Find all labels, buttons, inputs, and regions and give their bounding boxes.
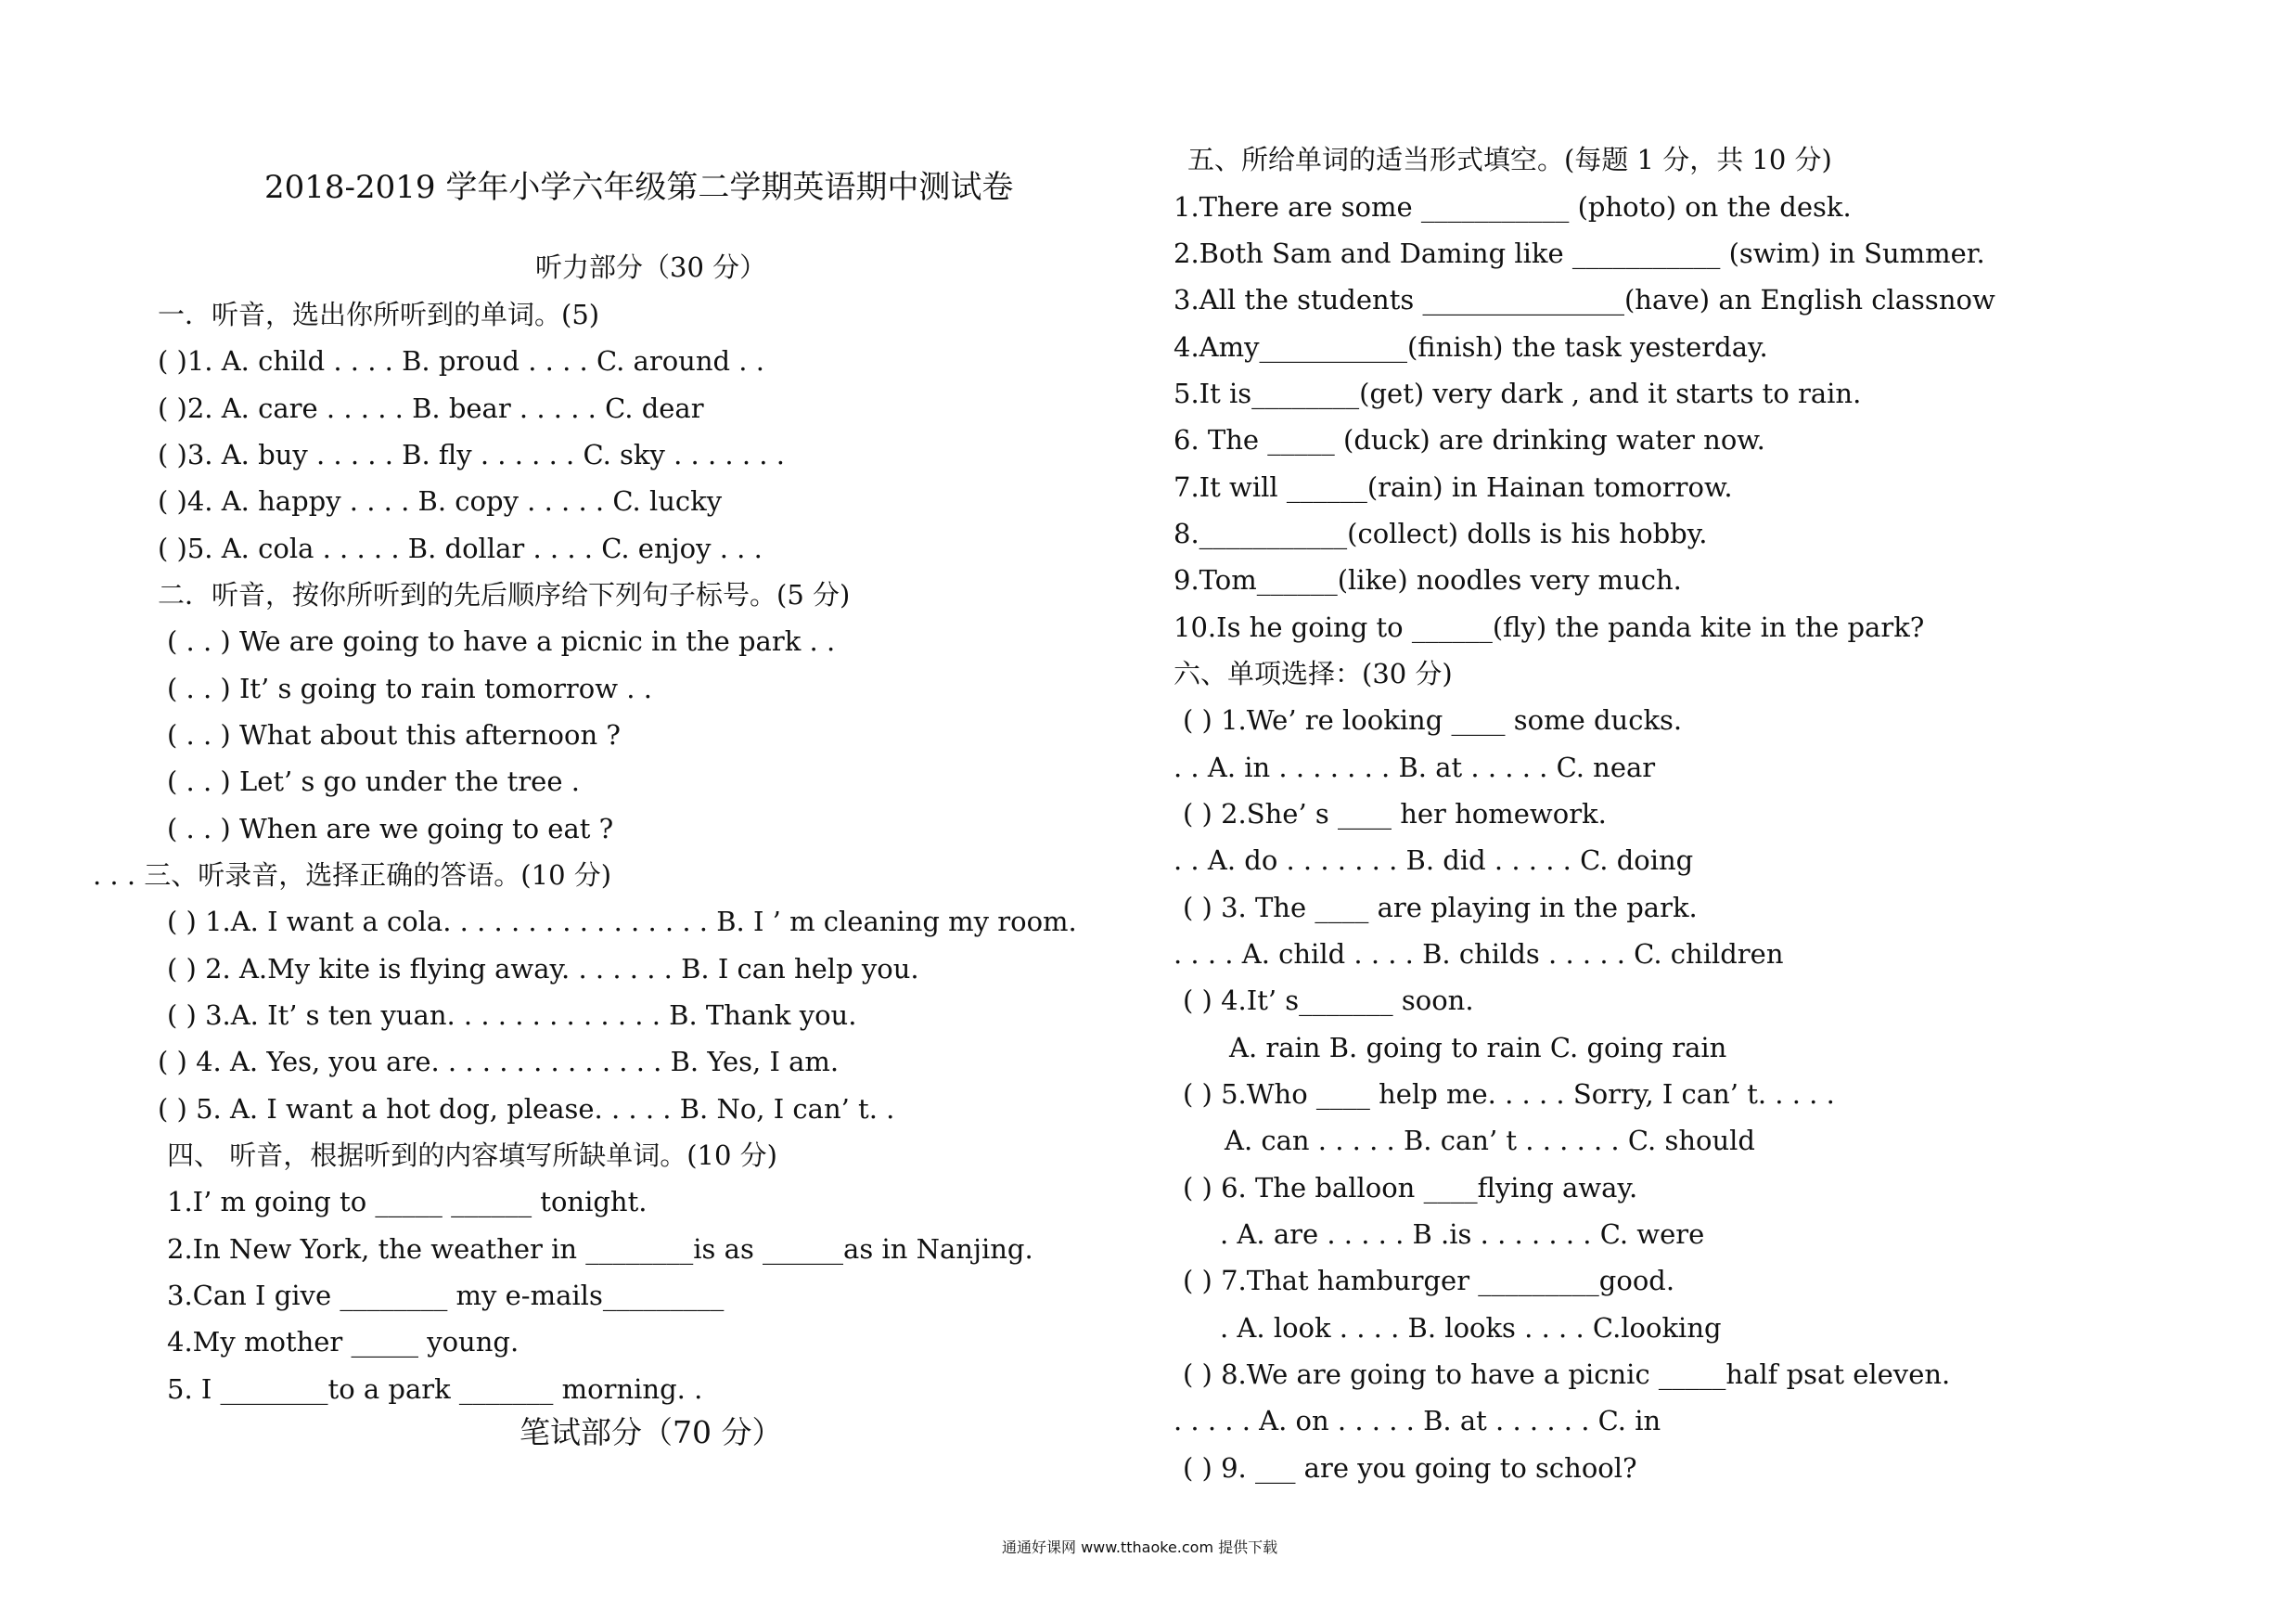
list-item: 3.Can I give ________ my e-mails_________ <box>167 1280 725 1311</box>
question-row: ( ) 8.We are going to have a picnic _____half psat eleven. <box>1183 1358 1951 1390</box>
list-item: 2.Both Sam and Daming like ___________ (swim) in Summer. <box>1174 238 1985 269</box>
options-row: . . A. in . . . . . . . B. at . . . . . C. near <box>1174 752 1656 783</box>
options-row: A. can . . . . . B. can’ t . . . . . . C. should <box>1225 1125 1755 1156</box>
list-item: ( . . ) When are we going to eat ? <box>167 813 614 844</box>
exam-title: 2018-2019 学年小学六年级第二学期英语期中测试卷 <box>264 169 1014 206</box>
section-1-heading: 一．听音，选出你所听到的单词。(5) <box>158 299 600 330</box>
list-item: ( ) 5. A. I want a hot dog, please. . . . . B. No, I can’ t. . <box>158 1093 895 1125</box>
list-item: ( . . ) Let’ s go under the tree . <box>167 766 580 797</box>
section-4-heading: 四、 听音，根据听到的内容填写所缺单词。(10 分) <box>167 1139 777 1171</box>
list-item: ( ) 4. A. Yes, you are. . . . . . . . . . . . . . B. Yes, I am. <box>158 1046 840 1077</box>
list-item: ( . . ) What about this afternoon ? <box>167 719 621 751</box>
question-row: ( ) 6. The balloon ____flying away. <box>1183 1172 1638 1204</box>
list-item: 1.There are some ___________ (photo) on the desk. <box>1174 191 1852 223</box>
list-item: ( ) 3.A. It’ s ten yuan. . . . . . . . . . . . . B. Thank you. <box>167 999 857 1031</box>
options-row: . A. are . . . . . B .is . . . . . . . C. were <box>1220 1218 1705 1250</box>
section-5-heading: 五、所给单词的适当形式填空。(每题 1 分，共 10 分) <box>1187 144 1832 175</box>
list-item: ( ) 1.A. I want a cola. . . . . . . . . . . . . . . . B. I ’ m cleaning my room. <box>167 906 1077 937</box>
list-item: 10.Is he going to ______(fly) the panda kite in the park? <box>1174 611 1925 643</box>
section-2-heading: 二．听音，按你所听到的先后顺序给下列句子标号。(5 分) <box>158 579 851 611</box>
question-row: ( ) 5.Who ____ help me. . . . . Sorry, I can’ t. . . . . <box>1183 1078 1835 1110</box>
list-item: 3.All the students _______________(have) an English classnow <box>1174 284 1995 315</box>
listening-section-header: 听力部分（30 分） <box>535 251 767 283</box>
question-row: ( ) 7.That hamburger _________good. <box>1183 1265 1675 1296</box>
list-item: 5. I ________to a park _______ morning. . <box>167 1373 703 1405</box>
list-item: ( ) 2. A.My kite is flying away. . . . . . . B. I can help you. <box>167 953 919 985</box>
list-item: ( . . ) It’ s going to rain tomorrow . . <box>167 673 652 704</box>
question-row: ( ) 2.She’ s ____ her homework. <box>1183 798 1607 830</box>
list-item: ( . . ) We are going to have a picnic in the park . . <box>167 625 836 657</box>
list-item: 4.Amy___________(finish) the task yesterday. <box>1174 331 1768 363</box>
list-item: 8.___________(collect) dolls is his hobby. <box>1174 518 1708 549</box>
list-item: ( )4. A. happy . . . . B. copy . . . . . C. lucky <box>158 485 723 517</box>
list-item: 5.It is________(get) very dark , and it starts to rain. <box>1174 378 1862 409</box>
list-item: 6. The _____ (duck) are drinking water now. <box>1174 424 1765 456</box>
question-row: ( ) 3. The ____ are playing in the park. <box>1183 892 1698 923</box>
list-item: ( )5. A. cola . . . . . B. dollar . . . . C. enjoy . . . <box>158 533 763 564</box>
list-item: ( )2. A. care . . . . . B. bear . . . . . C. dear <box>158 393 704 424</box>
list-item: 2.In New York, the weather in ________is as ______as in Nanjing. <box>167 1233 1033 1265</box>
options-row: A. rain B. going to rain C. going rain <box>1229 1032 1727 1063</box>
list-item: 7.It will ______(rain) in Hainan tomorrow. <box>1174 471 1733 503</box>
section-6-heading: 六、单项选择：(30 分) <box>1174 658 1453 689</box>
question-row: ( ) 9. ___ are you going to school? <box>1183 1452 1637 1484</box>
question-row: ( ) 1.We’ re looking ____ some ducks. <box>1183 704 1683 736</box>
section-3-heading: . . . 三、听录音，选择正确的答语。(10 分) <box>93 859 612 891</box>
options-row: . . . . A. child . . . . B. childs . . . . . C. children <box>1174 938 1784 970</box>
list-item: ( )3. A. buy . . . . . B. fly . . . . . . C. sky . . . . . . . <box>158 439 785 470</box>
written-section-header: 笔试部分（70 分） <box>519 1414 783 1450</box>
question-row: ( ) 4.It’ s_______ soon. <box>1183 985 1474 1016</box>
list-item: 4.My mother _____ young. <box>167 1326 519 1358</box>
footer-watermark: 通通好课网 www.tthaoke.com 提供下载 <box>1002 1538 1278 1556</box>
options-row: . A. look . . . . B. looks . . . . C.looking <box>1220 1312 1722 1344</box>
options-row: . . A. do . . . . . . . B. did . . . . . C. doing <box>1174 844 1694 876</box>
list-item: 1.I’ m going to _____ ______ tonight. <box>167 1186 648 1217</box>
list-item: ( )1. A. child . . . . B. proud . . . . C. around . . <box>158 345 764 377</box>
list-item: 9.Tom______(like) noodles very much. <box>1174 564 1682 596</box>
options-row: . . . . . A. on . . . . . B. at . . . . . . C. in <box>1174 1405 1661 1436</box>
